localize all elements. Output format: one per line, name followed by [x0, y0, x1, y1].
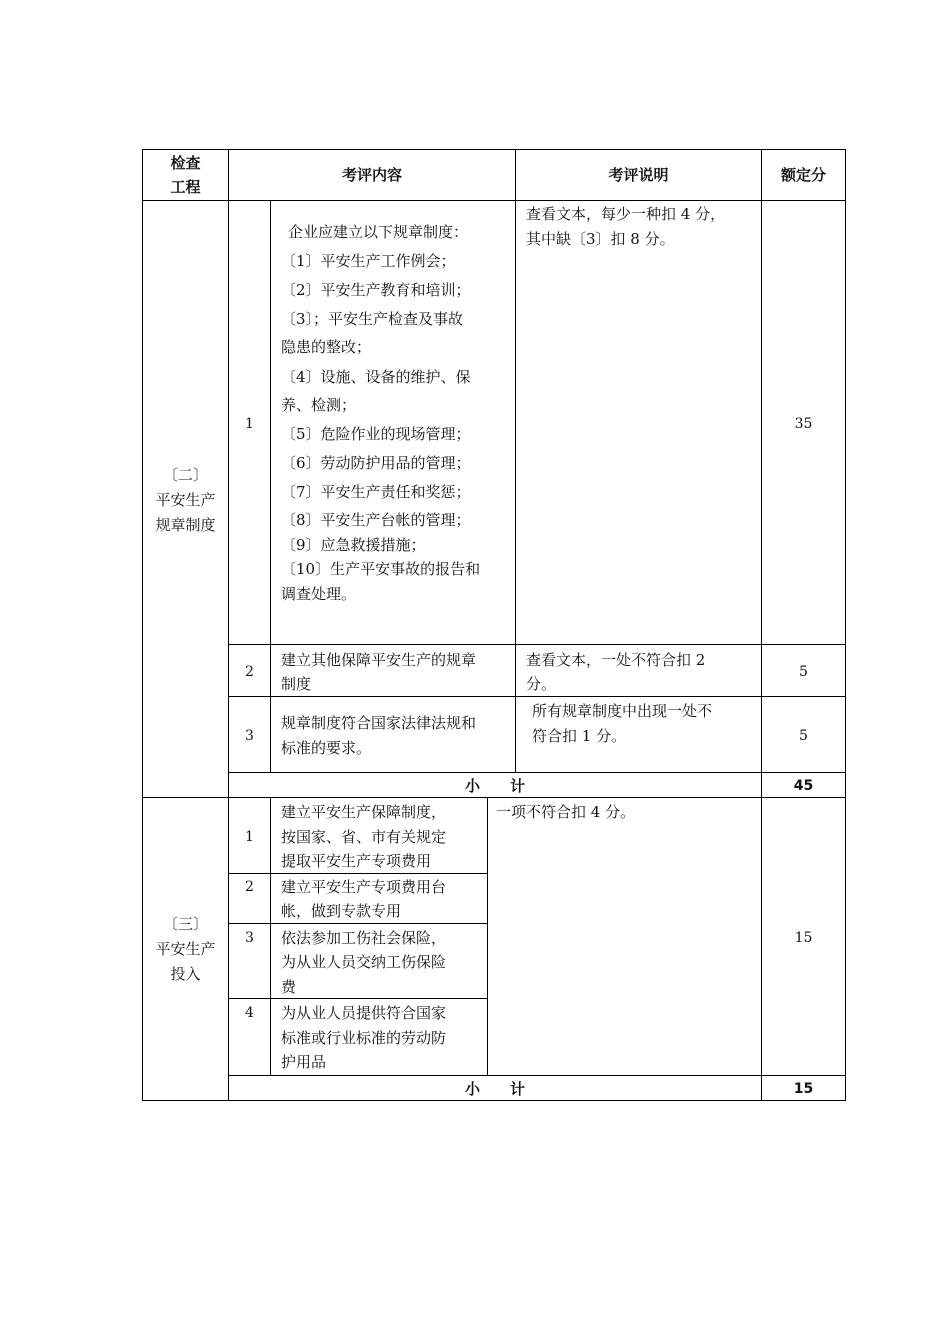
header-col-content: 考评内容 — [341, 166, 402, 184]
row-line — [228, 696, 846, 697]
content-line: 〔5〕危险作业的现场管理； — [281, 425, 471, 443]
content-line: 建立其他保障平安生产的规章 — [281, 651, 477, 669]
content-line: 〔9〕应急救援措施； — [281, 536, 426, 554]
note-line: 一项不符合扣 4 分。 — [496, 803, 636, 821]
section3-title-line3: 投入 — [170, 965, 201, 983]
col-line — [270, 200, 271, 773]
section3-title-line1: 〔三〕 — [162, 915, 208, 933]
content-line: 〔4〕设施、设备的维护、保 — [281, 368, 471, 386]
row-line — [228, 998, 487, 999]
content-line: 护用品 — [281, 1053, 327, 1071]
col-line — [487, 797, 488, 1076]
note-line: 查看文本，每少一种扣 4 分， — [526, 205, 726, 223]
row-number: 3 — [245, 728, 254, 744]
content-line: 为从业人员交纳工伤保险 — [281, 953, 447, 971]
row-line — [228, 772, 846, 773]
content-line: 费 — [281, 978, 297, 996]
section2-title-line1: 〔二〕 — [162, 466, 208, 484]
content-line: 〔1〕平安生产工作例会； — [281, 252, 456, 270]
content-line: 〔7〕平安生产责任和奖惩； — [281, 483, 471, 501]
row-number: 4 — [245, 1005, 254, 1021]
row-line — [228, 923, 487, 924]
content-line: 企业应建立以下规章制度： — [288, 223, 469, 241]
content-line: 〔6〕劳动防护用品的管理； — [281, 454, 471, 472]
note-line: 所有规章制度中出现一处不 — [532, 702, 713, 720]
row-number: 2 — [245, 879, 254, 895]
content-line: 规章制度符合国家法律法规和 — [281, 714, 477, 732]
section2-title-line2: 平安生产 — [155, 491, 216, 509]
col-line — [270, 797, 271, 1076]
row-line — [228, 644, 846, 645]
content-line: 提取平安生产专项费用 — [281, 852, 432, 870]
header-col-item-line1: 检查 — [170, 154, 201, 172]
row-line — [228, 1075, 846, 1076]
content-line: 按国家、省、市有关规定 — [281, 828, 447, 846]
subtotal-value: 45 — [793, 778, 814, 794]
note-line: 其中缺〔3〕扣 8 分。 — [526, 230, 675, 248]
col-line — [228, 149, 229, 1101]
col-line — [515, 200, 516, 773]
content-line: 标准或行业标准的劳动防 — [281, 1029, 447, 1047]
content-line: 〔3〕；平安生产检查及事故 — [281, 310, 464, 328]
header-col-item-line2: 工程 — [170, 178, 201, 196]
content-line: 建立平安生产保障制度， — [281, 803, 447, 821]
subtotal-label: 小 计 — [464, 777, 525, 795]
content-line: 依法参加工伤社会保险， — [281, 929, 447, 947]
section2-title-line3: 规章制度 — [155, 516, 216, 534]
col-line — [761, 149, 762, 1101]
content-line: 隐患的整改； — [281, 338, 372, 356]
content-line: 标准的要求。 — [281, 739, 372, 757]
content-line: 制度 — [281, 675, 312, 693]
row-line — [228, 873, 487, 874]
content-line: 养、检测； — [281, 396, 357, 414]
content-line: 〔10〕生产平安事故的报告和 — [281, 560, 481, 578]
content-line: 〔2〕平安生产教育和培训； — [281, 281, 471, 299]
note-line: 分。 — [526, 675, 557, 693]
table-border-top — [142, 149, 846, 150]
table-border-right — [845, 149, 846, 1101]
row-number: 1 — [245, 829, 254, 845]
content-line: 为从业人员提供符合国家 — [281, 1004, 447, 1022]
row-number: 1 — [245, 416, 254, 432]
subtotal-label: 小 计 — [464, 1080, 525, 1098]
row-number: 2 — [245, 664, 254, 680]
note-line: 符合扣 1 分。 — [532, 727, 627, 745]
score-value: 5 — [799, 664, 808, 680]
content-line: 帐，做到专款专用 — [281, 902, 402, 920]
score-value: 15 — [794, 930, 813, 946]
content-line: 建立平安生产专项费用台 — [281, 878, 447, 896]
content-line: 〔8〕平安生产台帐的管理； — [281, 511, 471, 529]
note-line: 查看文本，一处不符合扣 2 — [526, 651, 706, 669]
header-col-note: 考评说明 — [608, 166, 669, 184]
header-bottom-line — [142, 200, 846, 201]
section3-title-line2: 平安生产 — [155, 940, 216, 958]
subtotal-value: 15 — [793, 1081, 814, 1097]
header-col-score: 额定分 — [780, 166, 826, 184]
row-number: 3 — [245, 930, 254, 946]
content-line: 调查处理。 — [281, 585, 357, 603]
score-value: 5 — [799, 728, 808, 744]
score-value: 35 — [794, 416, 813, 432]
